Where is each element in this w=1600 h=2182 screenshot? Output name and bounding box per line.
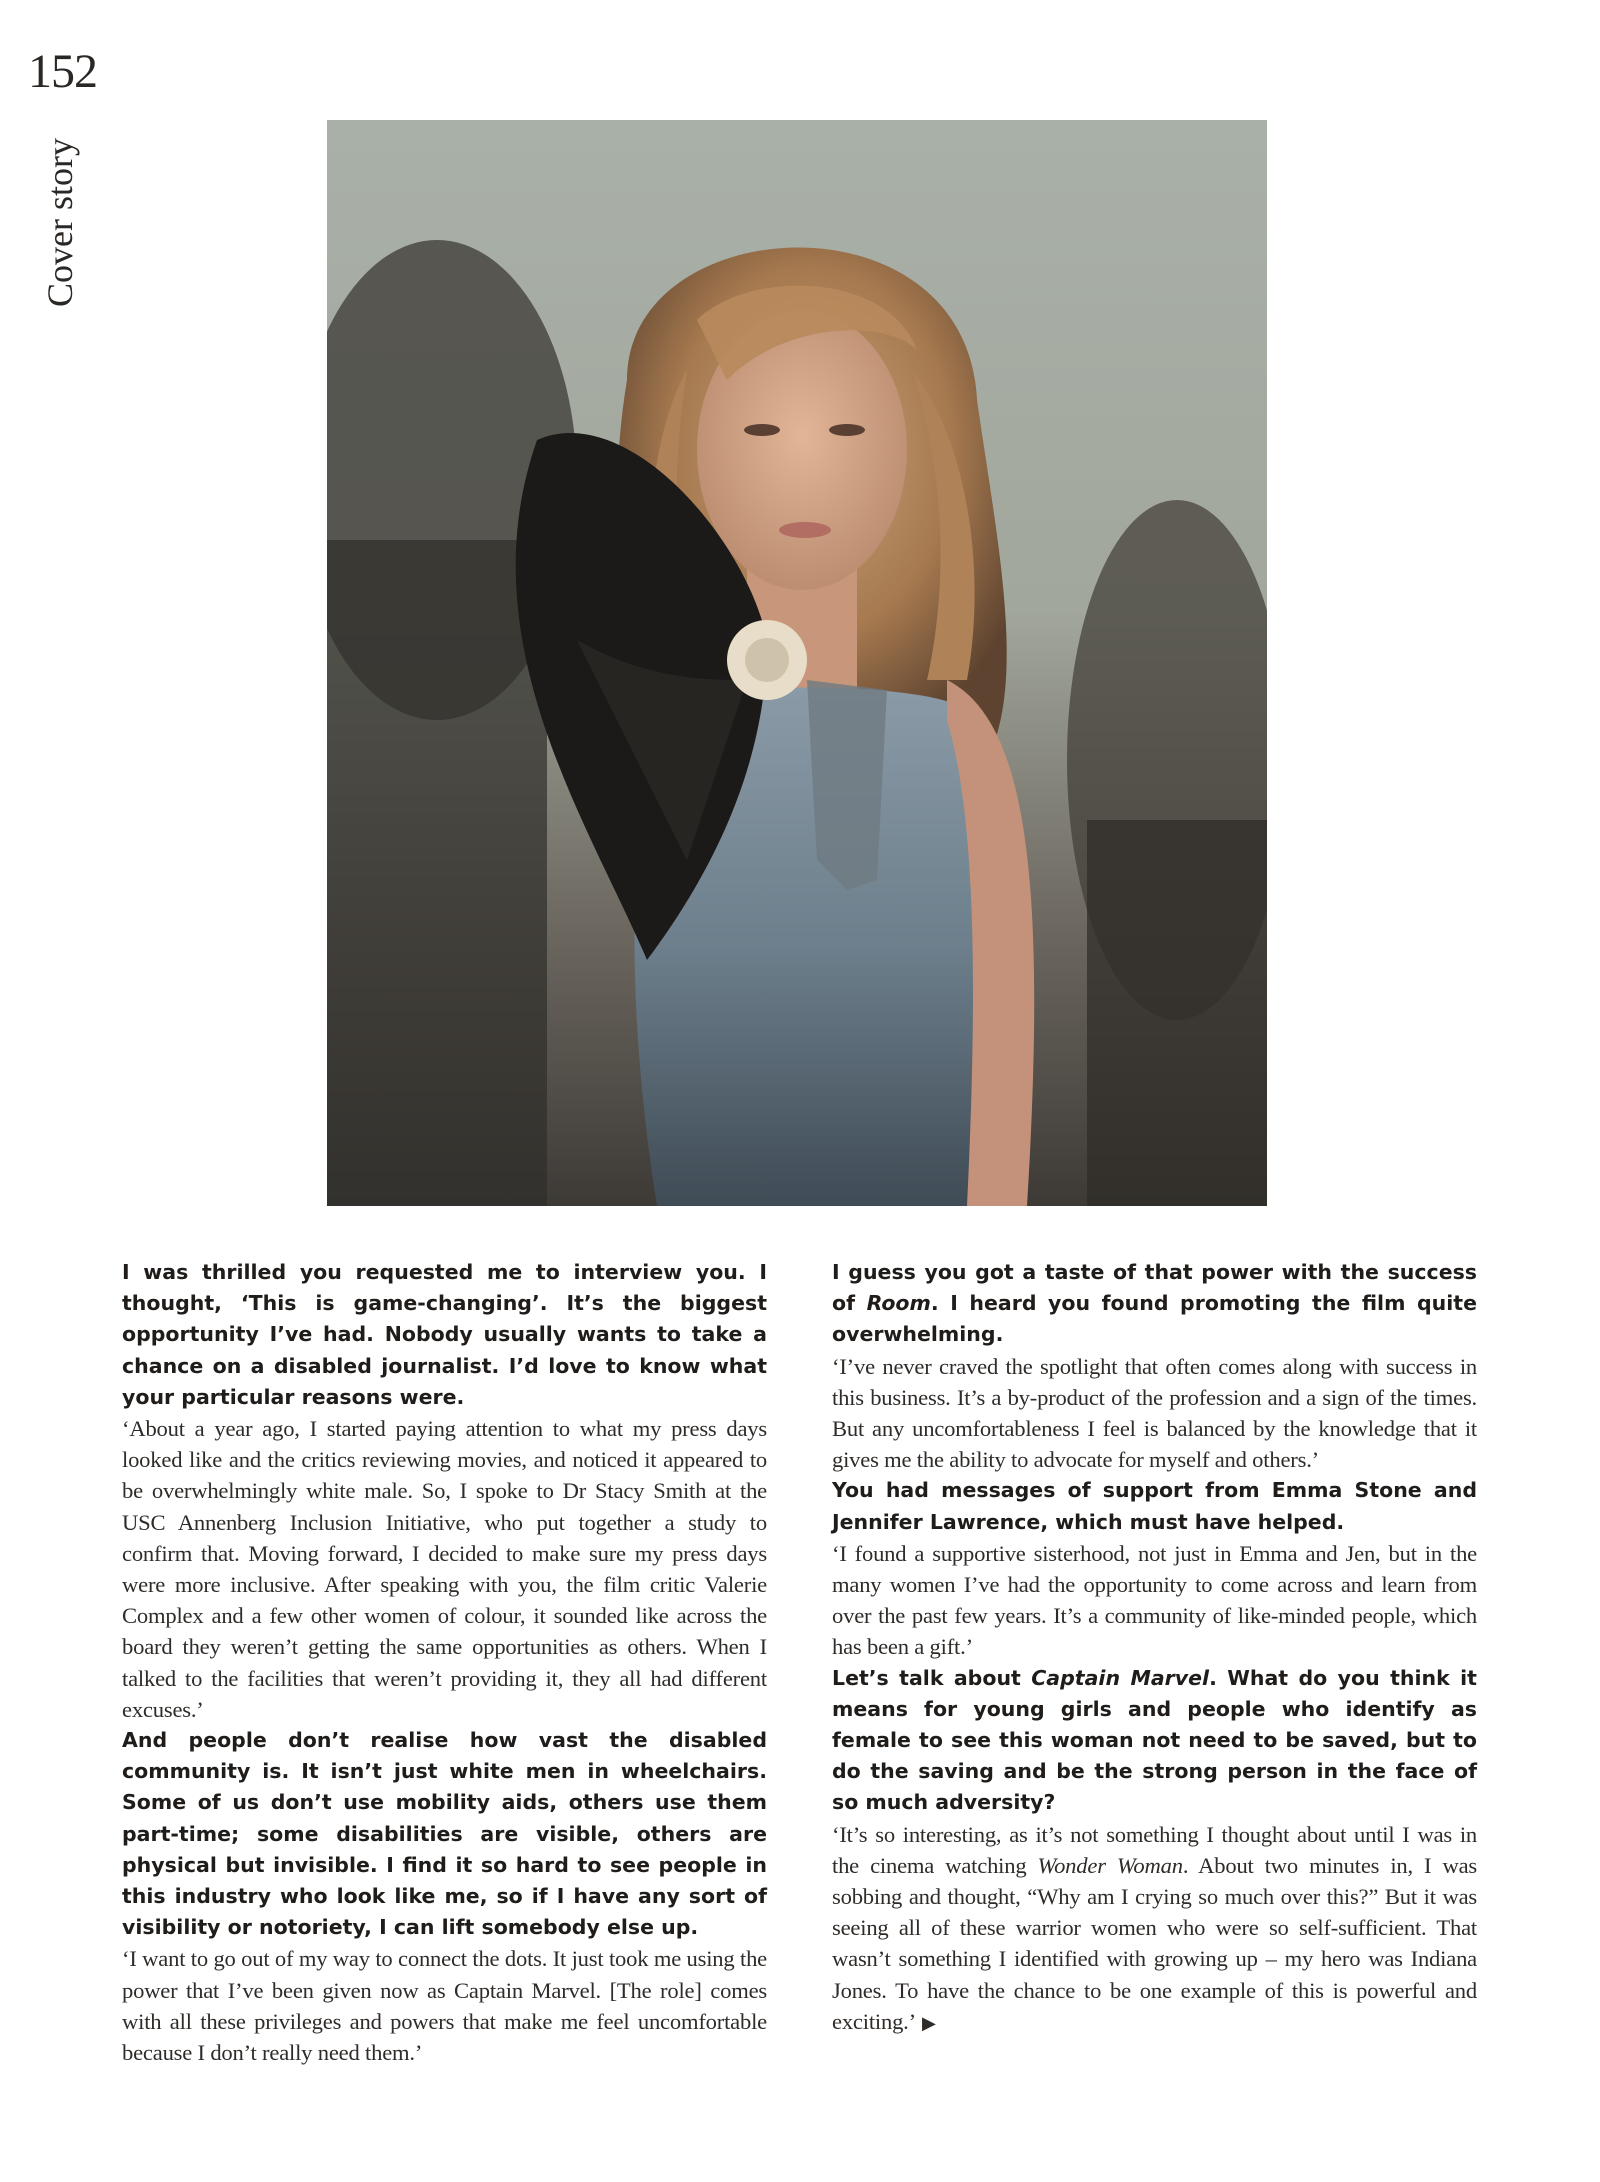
film-title-wonder-woman: Wonder Woman bbox=[1037, 1852, 1183, 1878]
page-number: 152 bbox=[28, 45, 97, 98]
answer-5 bbox=[832, 1819, 1477, 2039]
answer-5-text: ‘It’s so interesting, as it’s not something I thought about until I was in the cinema watching bbox=[832, 1821, 1477, 1878]
film-title-captain-marvel: Captain Marvel bbox=[1031, 1665, 1210, 1690]
question-3-text-end: . I heard you found promoting the film quite overwhelming. bbox=[832, 1291, 1477, 1347]
answer-2: ‘I want to go out of my way to connect the dots. It just took me using the power that I’ve been given now as Captain Marvel. [The role] comes with all these privileges and powers that make me feel uncomfortable because I don’t really need them.’ bbox=[122, 1946, 767, 2066]
question-3 bbox=[832, 1257, 1477, 1351]
portrait-photo bbox=[327, 120, 1267, 1206]
answer-1: ‘About a year ago, I started paying attention to what my press days looked like and the critics reviewing movies, and noticed it appeared to be overwhelmingly white male. So, I spoke to Dr Stacy Smith at the USC Annenberg Inclusion Initiative, who put together a study to confirm that. Moving forward, I decided to make sure my press days were more inclusive. After speaking with you, the film critic Valerie Complex and a few other women of colour, it sounded like across the board they weren’t getting the same opportunities as others. When I talked to the facilities that weren’t providing it, they all had different excuses.’ bbox=[122, 1416, 767, 1722]
answer-3: ‘I’ve never craved the spotlight that often comes along with success in this business. It’s a by-product of the profession and a sign of the times. But any uncomfortableness I feel is balanced by the knowledge that it gives me the ability to advocate for myself and others.’ bbox=[832, 1353, 1477, 1473]
portrait-illustration bbox=[327, 120, 1267, 1206]
answer-4: ‘I found a supportive sisterhood, not just in Emma and Jen, but in the many women I’ve had the opportunity to come across and learn from over the past few years. It’s a community of like-minded people, which has been a gift.’ bbox=[832, 1540, 1477, 1660]
question-5-text-end: . What do you think it means for young girls and people who identify as female to see this woman not need to be saved, but to do the saving and be the strong person in the face of so much adversity? bbox=[832, 1665, 1477, 1815]
film-title-room: Room bbox=[866, 1291, 931, 1316]
right-column bbox=[832, 1257, 1477, 2039]
section-label: Cover story bbox=[40, 138, 80, 307]
question-3-text: I guess you got a taste of that power with the success of bbox=[832, 1260, 1477, 1316]
end-of-article-icon: ▶ bbox=[921, 2012, 936, 2033]
question-5-text: Let’s talk about bbox=[832, 1665, 1032, 1690]
answer-5-text-end: . About two minutes in, I was sobbing and thought, “Why am I crying so much over this?” But it was seeing all of these warrior women who were so self-sufficient. That wasn’t something I identified with growing up – my hero was Indiana Jones. To have the chance to be one example of this is powerful and exciting.’ bbox=[832, 1852, 1477, 2034]
question-1: I was thrilled you requested me to interview you. I thought, ‘This is game-changing’. It’s the biggest opportunity I’ve had. Nobody usually wants to take a chance on a disabled journalist. I’d love to know what your particular reasons were. bbox=[122, 1260, 767, 1409]
question-2: And people don’t realise how vast the disabled community is. It isn’t just white men in wheelchairs. Some of us don’t use mobility aids, others use them part-time; some disabilities are visible, others are physical but invisible. I find it so hard to see people in this industry who look like me, so if I have any sort of visibility or notoriety, I can lift somebody else up. bbox=[122, 1728, 767, 1940]
question-4: You had messages of support from Emma Stone and Jennifer Lawrence, which must have helped. bbox=[832, 1478, 1477, 1534]
left-column bbox=[122, 1257, 767, 2068]
question-5 bbox=[832, 1663, 1477, 1819]
